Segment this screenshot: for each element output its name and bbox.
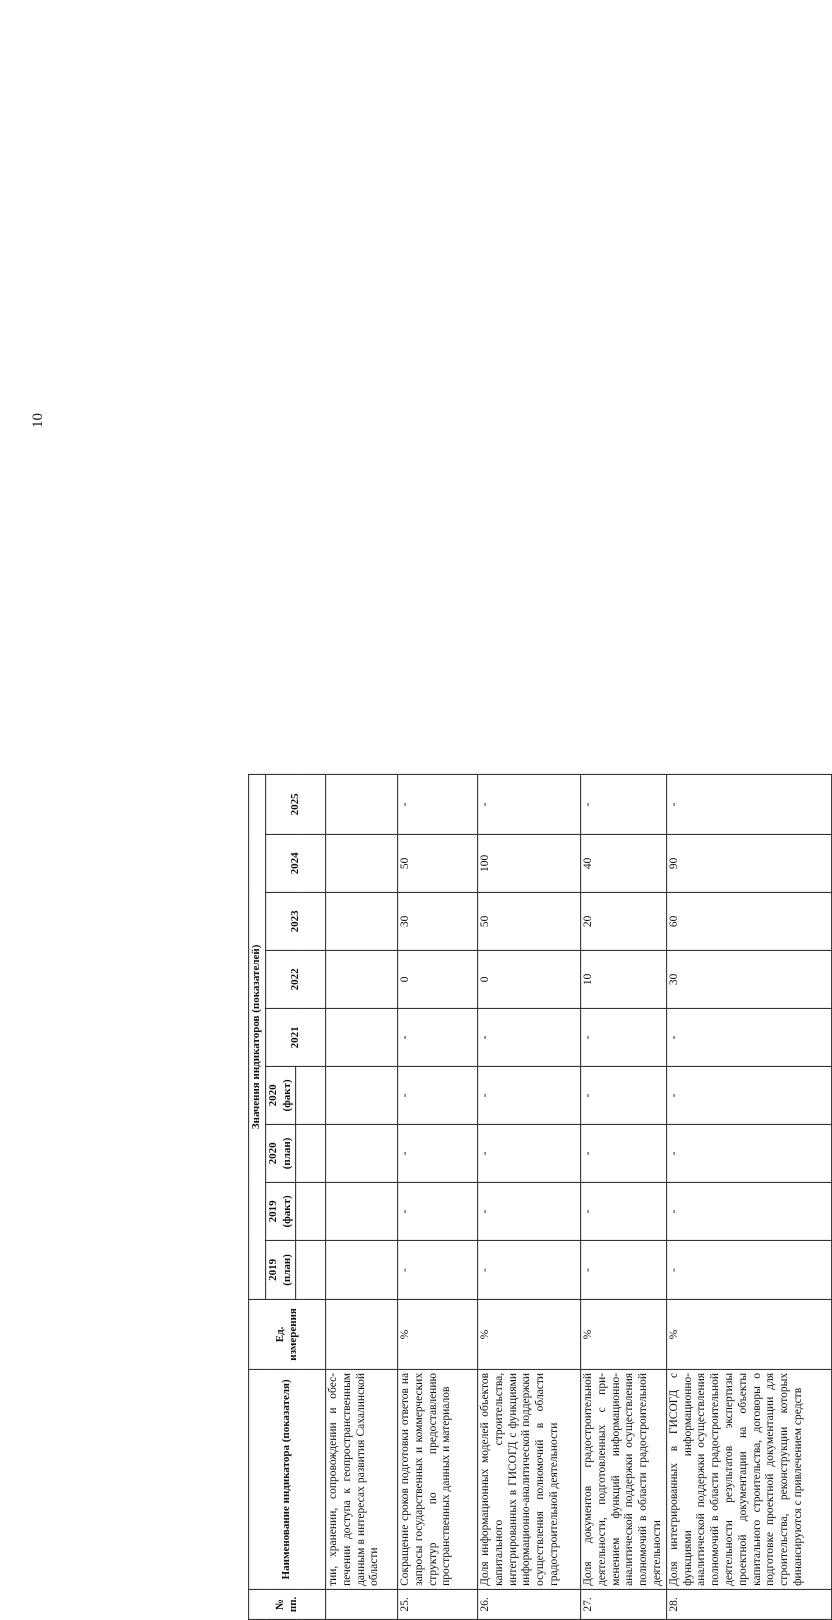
indicator-name: Сокращение сроков подготовки ответов на запросы государственных и коммерческих структур по предоставлению пространственных данных и материалов: [398, 1369, 478, 1589]
value-cell: -: [398, 1066, 478, 1124]
header-year: 2024: [266, 834, 326, 892]
header-spacer: [296, 1124, 326, 1182]
value-cell: -: [398, 1124, 478, 1182]
value-cell: [326, 834, 398, 892]
value-cell: [326, 1066, 398, 1124]
value-cell: 30: [666, 950, 831, 1008]
value-cell: [326, 1124, 398, 1182]
value-cell: -: [666, 1066, 831, 1124]
indicator-name: Доля интегрированных в ГИСОГД с функциями информационно-аналитической поддержки осуществления полномочий в области градостроительной деятельности результатов экспертизы проектной документации на объекты капитального строительства, договоры о подготовке проектной документации для строительства, реконструкции которых финансируются с привлечением средств: [666, 1369, 831, 1589]
value-cell: -: [581, 1124, 667, 1182]
header-spacer: [296, 1182, 326, 1240]
header-spacer: [296, 1240, 326, 1299]
value-cell: -: [478, 774, 581, 834]
value-cell: 60: [666, 892, 831, 950]
header-unit: Ед. измерения: [249, 1299, 326, 1369]
header-year: 2021: [266, 1008, 326, 1066]
row-number: 26.: [478, 1589, 581, 1619]
header-number: № пп.: [249, 1589, 326, 1619]
value-cell: 90: [666, 834, 831, 892]
unit-cell: [326, 1299, 398, 1369]
header-values-group: Значения индикаторов (показателей): [249, 774, 266, 1299]
value-cell: -: [398, 774, 478, 834]
unit-cell: %: [398, 1299, 478, 1369]
header-name: Наименование индикатора (показателя): [249, 1369, 326, 1589]
value-cell: [326, 1240, 398, 1299]
header-year: 2020 (план): [266, 1124, 296, 1182]
value-cell: 20: [581, 892, 667, 950]
value-cell: [326, 950, 398, 1008]
unit-cell: %: [581, 1299, 667, 1369]
unit-cell: %: [478, 1299, 581, 1369]
value-cell: -: [581, 1182, 667, 1240]
value-cell: -: [398, 1008, 478, 1066]
value-cell: -: [398, 1182, 478, 1240]
value-cell: 100: [478, 834, 581, 892]
header-year: 2025: [266, 774, 326, 834]
page-number: 10: [30, 413, 46, 428]
value-cell: [326, 1182, 398, 1240]
table-row: [326, 774, 398, 1619]
indicator-name: тии, хранении, сопровождении и обеспечении доступа к геопространственным данным в интересах развития Сахалинской области: [326, 1369, 398, 1589]
value-cell: -: [581, 1240, 667, 1299]
header-year: 2019 (план): [266, 1240, 296, 1299]
unit-cell: %: [666, 1299, 831, 1369]
header-spacer: [296, 1066, 326, 1124]
table-row: [478, 774, 581, 1619]
table-row: [581, 774, 667, 1619]
value-cell: -: [666, 1240, 831, 1299]
value-cell: 50: [398, 834, 478, 892]
value-cell: -: [478, 1124, 581, 1182]
indicators-table: [248, 774, 832, 1620]
value-cell: -: [581, 1066, 667, 1124]
row-number: 28.: [666, 1589, 831, 1619]
row-number: 27.: [581, 1589, 667, 1619]
value-cell: -: [581, 1008, 667, 1066]
value-cell: -: [478, 1066, 581, 1124]
header-year: 2019 (факт): [266, 1182, 296, 1240]
value-cell: 10: [581, 950, 667, 1008]
header-year: 2023: [266, 892, 326, 950]
table-row: [398, 774, 478, 1619]
row-number: 25.: [398, 1589, 478, 1619]
header-year: 2022: [266, 950, 326, 1008]
value-cell: -: [666, 1008, 831, 1066]
value-cell: [326, 774, 398, 834]
value-cell: 0: [478, 950, 581, 1008]
value-cell: -: [666, 774, 831, 834]
header-year: 2020 (факт): [266, 1066, 296, 1124]
indicator-name: Доля документов градостроительной деятельности, подготовленных с применением функций информационно-аналитической поддержки осуществления полномочий в области градостроительной деятельности: [581, 1369, 667, 1589]
value-cell: -: [666, 1182, 831, 1240]
value-cell: 50: [478, 892, 581, 950]
value-cell: 0: [398, 950, 478, 1008]
value-cell: -: [478, 1008, 581, 1066]
value-cell: -: [478, 1240, 581, 1299]
value-cell: [326, 1008, 398, 1066]
value-cell: 30: [398, 892, 478, 950]
value-cell: [326, 892, 398, 950]
indicator-name: Доля информационных моделей объектов капитального строительства, интегрированных в ГИСОГД с функциями информационно-аналитической поддержки осуществления полномочий в области градостроительной деятельности: [478, 1369, 581, 1589]
value-cell: -: [478, 1182, 581, 1240]
row-number: [326, 1589, 398, 1619]
table-row: [666, 774, 831, 1619]
value-cell: 40: [581, 834, 667, 892]
value-cell: -: [398, 1240, 478, 1299]
value-cell: -: [581, 774, 667, 834]
value-cell: -: [666, 1124, 831, 1182]
